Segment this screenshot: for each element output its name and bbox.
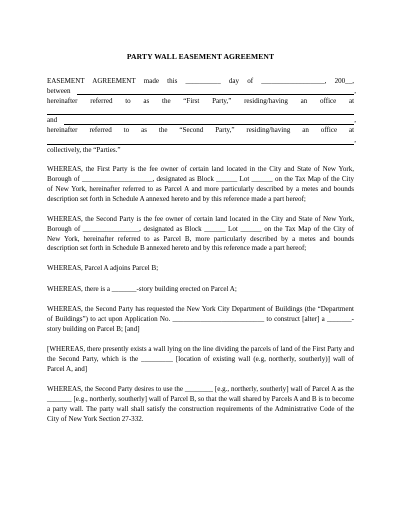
preamble-word: EASEMENT	[47, 76, 85, 85]
recital-parcels-adjoin: WHEREAS, Parcel A adjoins Parcel B;	[47, 264, 159, 273]
first-party-address-line	[47, 107, 354, 117]
second-party-name-line	[47, 116, 354, 126]
preamble-line-3	[47, 97, 354, 107]
recital-first-party-ownership: WHEREAS, the First Party is the fee owner of certain land located in the City and State of New York, Borough of ____________________, designated as Block ______ Lot ______ on the Tax Map of the City of New York, hereinafter referred to as Parcel A and more particularly described by a metes and bounds description set forth in Schedule A annexed hereto and by this reference made a part hereof;	[47, 165, 354, 203]
preamble-word: the	[158, 126, 168, 135]
date-year-blank: 200__,	[334, 76, 354, 85]
preamble-word: residing/having	[246, 126, 291, 135]
recital-building-parcel-a: WHEREAS, there is a _______-story building erected on Parcel A;	[47, 284, 237, 293]
preamble-line-1	[47, 77, 354, 87]
address-rule	[47, 114, 354, 115]
recital-dob-application: WHEREAS, the Second Party has requested the New York City Department of Buildings (the “Department of Buildings”) to act upon Application No. __________________________ to construct [alter] a _______-story building on Parcel B; [and]	[47, 305, 354, 334]
preamble-word: hereinafter	[47, 96, 78, 105]
preamble-word: hereinafter	[47, 126, 78, 135]
preamble-word: “Second	[179, 126, 204, 135]
preamble-word: Party,”	[215, 126, 235, 135]
line-punctuation: ,	[354, 86, 356, 95]
preamble-word: this	[167, 76, 178, 85]
parties-collective: collectively, the “Parties.”	[47, 146, 121, 155]
preamble-word: of	[247, 76, 254, 85]
preamble-word: office	[319, 96, 337, 105]
second-party-address-line	[47, 136, 354, 146]
preamble-word: as	[143, 96, 150, 105]
preamble-word: referred	[90, 96, 113, 105]
preamble-word: residing/having	[244, 96, 288, 105]
preamble-word: at	[349, 96, 355, 105]
preamble-word: AGREEMENT	[92, 76, 136, 85]
preamble-line-5	[47, 126, 354, 136]
line-punctuation: ,	[354, 116, 356, 125]
date-month-blank: __________________,	[261, 76, 327, 85]
preamble-word: referred	[89, 126, 112, 135]
preamble-word: to	[123, 126, 130, 135]
preamble-word: between	[47, 86, 71, 95]
signature-rule	[64, 124, 354, 125]
preamble-word: office	[320, 126, 338, 135]
preamble-word: day	[228, 76, 240, 85]
preamble-word: as	[141, 126, 147, 135]
recital-existing-wall: [WHEREAS, there presently exists a wall lying on the line dividing the parcels of land of the First Party and the Second Party, which is the _________ [location of existing wall (e.g, northerly, southerly)] wall of Parcel A, and]	[47, 345, 354, 374]
preamble-word: Party,”	[212, 96, 232, 105]
preamble-word: at	[349, 126, 355, 135]
preamble-word: made	[143, 76, 159, 85]
line-punctuation: ,	[354, 136, 356, 145]
document-title: PARTY WALL EASEMENT AGREEMENT	[126, 52, 275, 61]
first-party-name-line	[47, 87, 354, 97]
preamble-word: to	[125, 96, 131, 105]
recital-party-wall-use: WHEREAS, the Second Party desires to use the ________ [e.g., northerly, southerly] wall of Parcel A as the _______ [e.g., northerly, southerly] wall of Parcel B, so that the wall shared by Parcels A and B is to become a party wall. The party wall shall satisfy the construction requirements of the Administrative Code of the City of New York Section 27-332.	[47, 385, 354, 423]
preamble-word: the	[161, 96, 171, 105]
preamble-word: an	[302, 126, 309, 135]
preamble-word: “First	[183, 96, 200, 105]
preamble-word: an	[300, 96, 308, 105]
preamble-word: and	[47, 116, 58, 125]
recital-second-party-ownership: WHEREAS, the Second Party is the fee owner of certain land located in the City and State of New York, Borough of ________________, designated as Block ______ Lot ______ on the Tax Map of the City of New York, hereinafter referred to as Parcel B, more particularly described by a metes and bounds description set forth in Schedule B annexed hereto and by this reference made a part hereof;	[47, 214, 354, 253]
date-day-blank: __________	[185, 76, 221, 85]
address-rule	[47, 144, 354, 145]
signature-rule	[77, 94, 354, 95]
